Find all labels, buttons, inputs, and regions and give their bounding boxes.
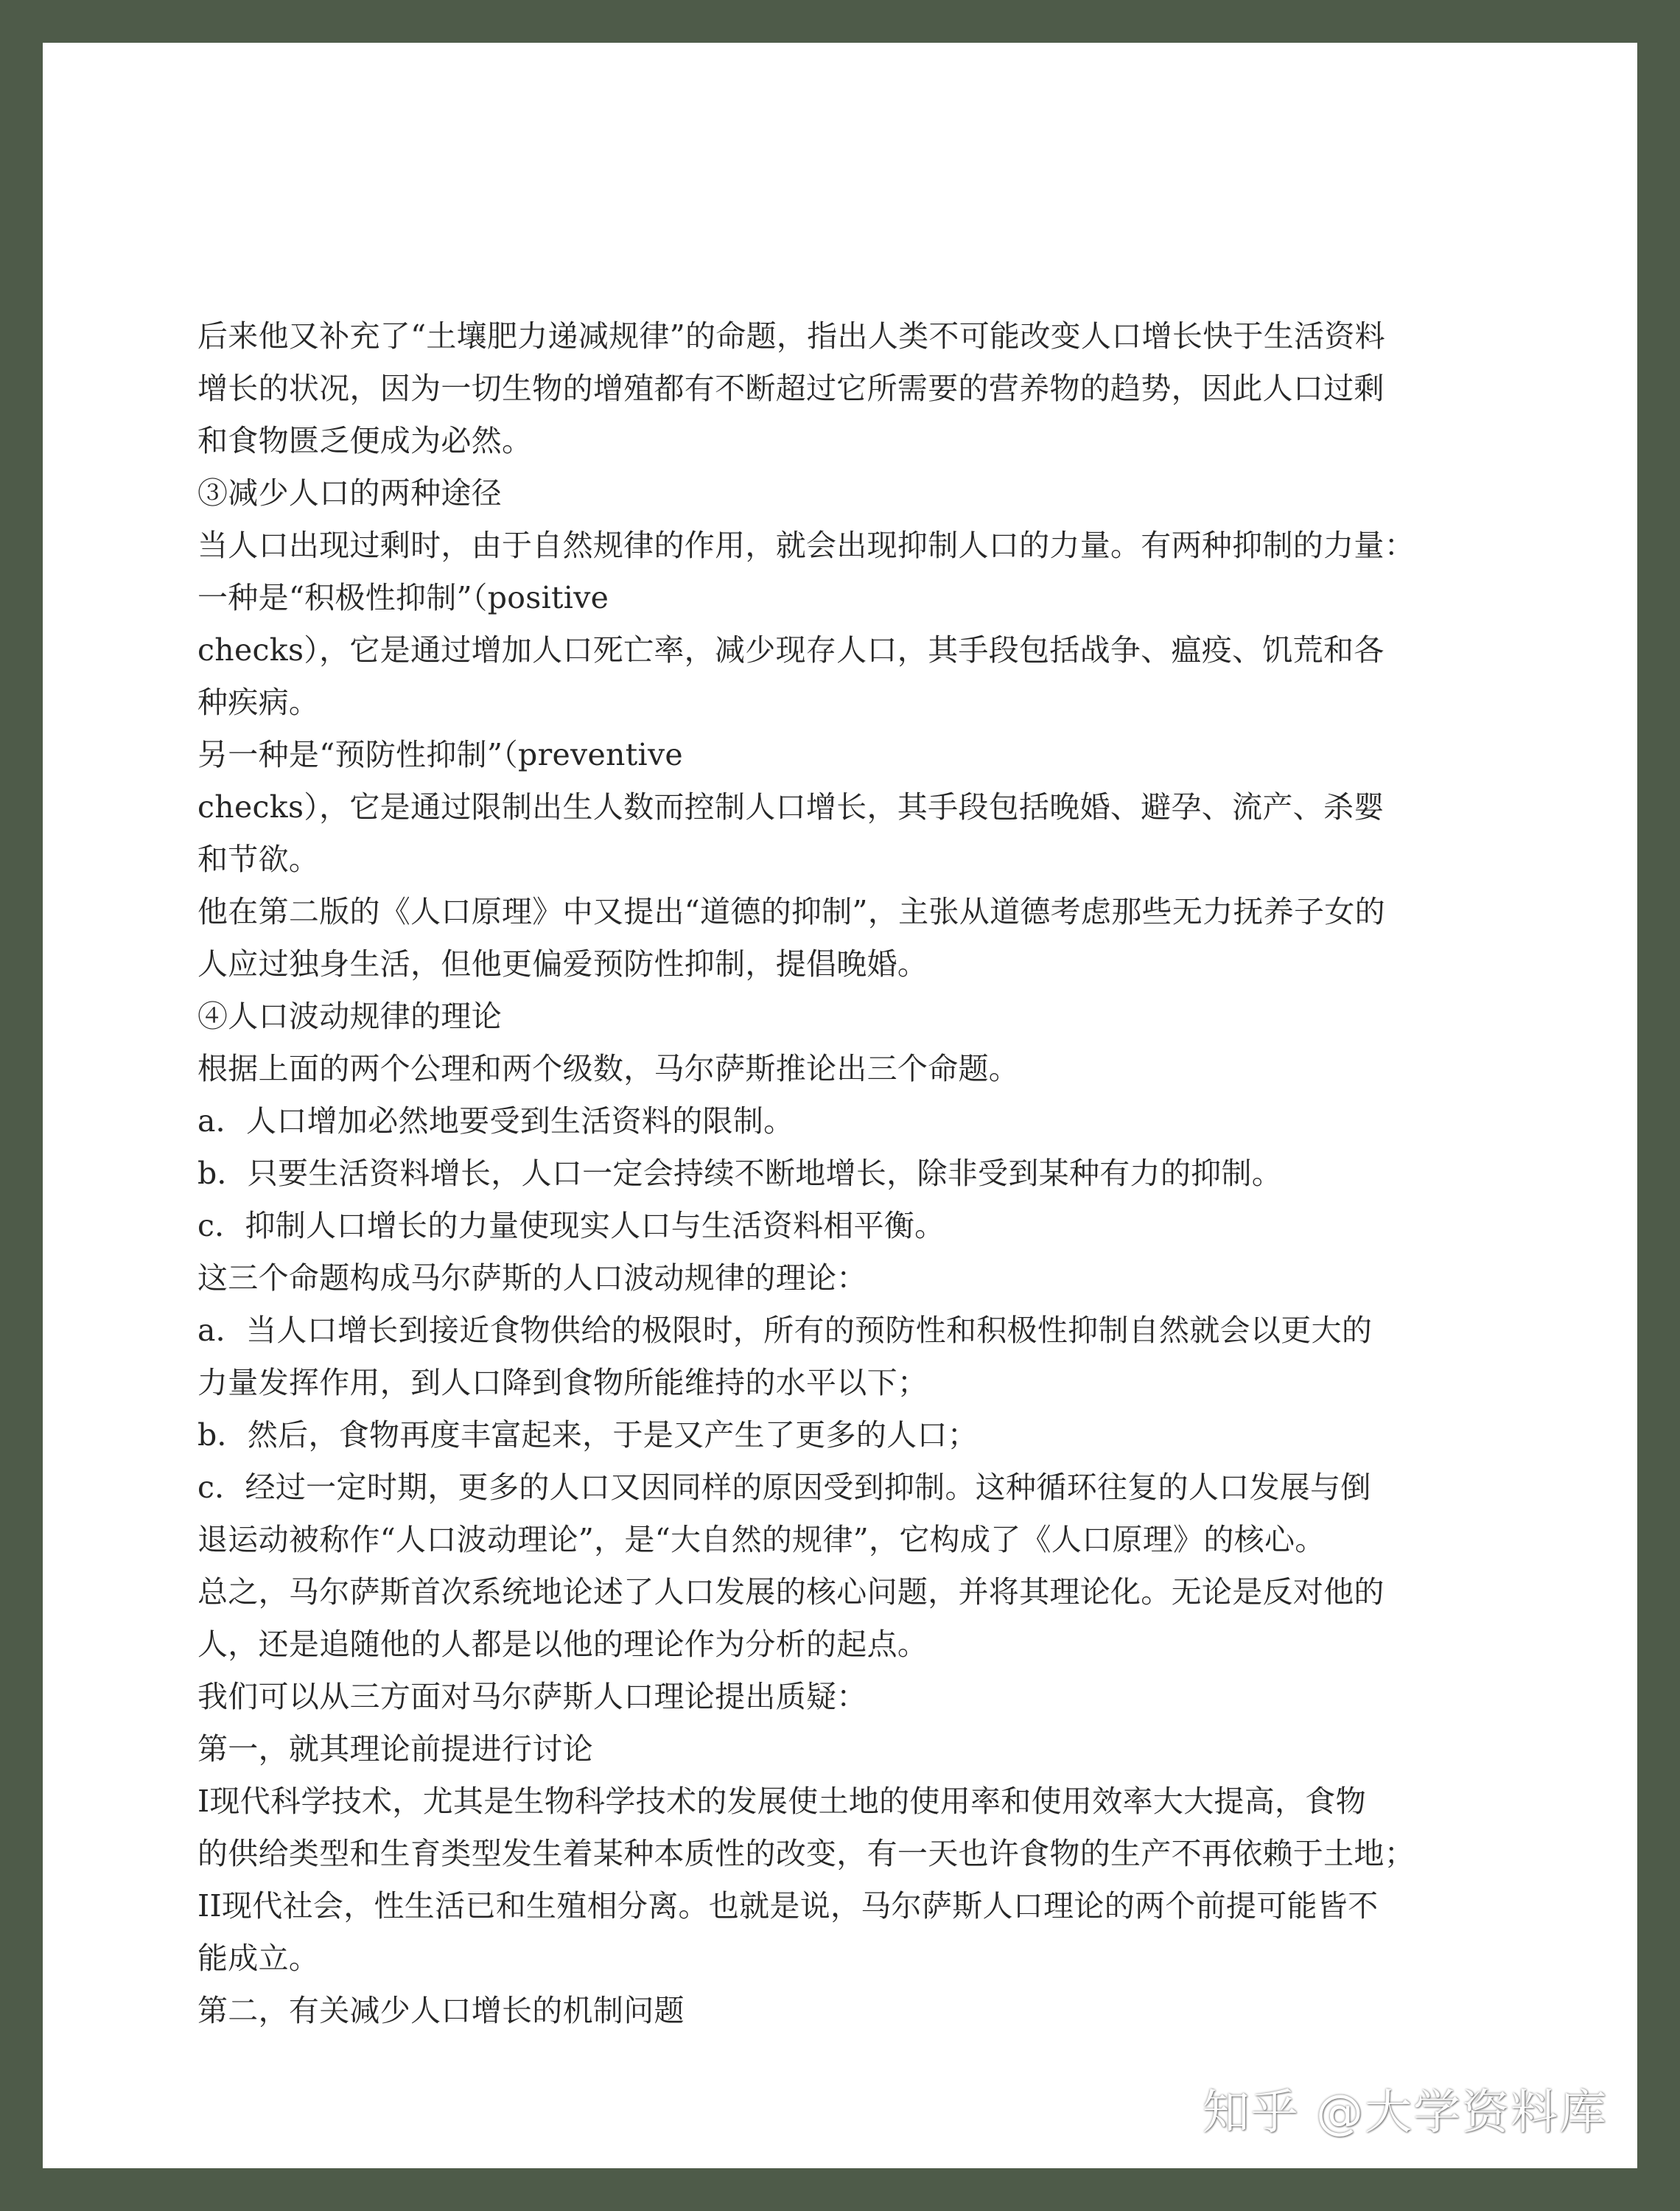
text-line: checks），它是通过限制出生人数而控制人口增长，其手段包括晚婚、避孕、流产、杀婴 <box>197 789 1385 825</box>
text-line: 力量发挥作用，到人口降到食物所能维持的水平以下； <box>197 1365 928 1400</box>
text-line: 他在第二版的《人口原理》中又提出“道德的抑制”，主张从道德考虑那些无力抚养子女的 <box>197 894 1385 929</box>
text-line: 的供给类型和生育类型发生着某种本质性的改变，有一天也许食物的生产不再依赖于土地； <box>197 1836 1415 1871</box>
text-line: 增长的状况，因为一切生物的增殖都有不断超过它所需要的营养物的趋势，因此人口过剩 <box>197 371 1385 406</box>
document-page <box>43 43 1637 2168</box>
text-line: b．然后，食物再度丰富起来，于是又产生了更多的人口； <box>197 1417 979 1453</box>
text-line: 人应过独身生活，但他更偏爱预防性抑制，提倡晚婚。 <box>197 946 928 982</box>
text-line: checks），它是通过增加人口死亡率，减少现存人口，其手段包括战争、瘟疫、饥荒和各 <box>197 632 1385 668</box>
text-line: 另一种是“预防性抑制”（preventive <box>197 737 683 772</box>
text-line: 退运动被称作“人口波动理论”，是“大自然的规律”，它构成了《人口原理》的核心。 <box>197 1522 1326 1557</box>
text-line: 这三个命题构成马尔萨斯的人口波动规律的理论： <box>197 1260 867 1296</box>
text-line: c．抑制人口增长的力量使现实人口与生活资料相平衡。 <box>197 1208 945 1243</box>
text-line: 根据上面的两个公理和两个级数，马尔萨斯推论出三个命题。 <box>197 1051 1020 1086</box>
text-line: a．人口增加必然地要受到生活资料的限制。 <box>197 1103 794 1139</box>
text-line: 第一，就其理论前提进行讨论 <box>197 1731 593 1767</box>
text-line: 种疾病。 <box>197 685 320 720</box>
text-line: I现代科学技术，尤其是生物科学技术的发展使土地的使用率和使用效率大大提高，食物 <box>197 1784 1366 1819</box>
text-line: ④人口波动规律的理论 <box>197 999 502 1034</box>
text-line: 我们可以从三方面对马尔萨斯人口理论提出质疑： <box>197 1679 867 1714</box>
text-line: 人，还是追随他的人都是以他的理论作为分析的起点。 <box>197 1627 928 1662</box>
text-line: a．当人口增长到接近食物供给的极限时，所有的预防性和积极性抑制自然就会以更大的 <box>197 1313 1373 1348</box>
watermark-text: 知乎 @大学资料库 <box>1202 2086 1608 2140</box>
document-body <box>197 310 1539 2037</box>
text-line: 后来他又补充了“土壤肥力递减规律”的命题，指出人类不可能改变人口增长快于生活资料 <box>197 318 1385 354</box>
text-line: b．只要生活资料增长，人口一定会持续不断地增长，除非受到某种有力的抑制。 <box>197 1156 1283 1191</box>
text-line: 一种是“积极性抑制”（positive <box>197 580 609 615</box>
text-line: 总之，马尔萨斯首次系统地论述了人口发展的核心问题，并将其理论化。无论是反对他的 <box>197 1574 1385 1610</box>
text-line: 第二，有关减少人口增长的机制问题 <box>197 1993 685 2028</box>
text-line: ③减少人口的两种途径 <box>197 475 502 511</box>
text-line: 和食物匮乏便成为必然。 <box>197 423 533 458</box>
text-line: c．经过一定时期，更多的人口又因同样的原因受到抑制。这种循环往复的人口发展与倒 <box>197 1470 1371 1505</box>
text-line: 和节欲。 <box>197 842 320 877</box>
text-line: 能成立。 <box>197 1941 320 1976</box>
text-line: 当人口出现过剩时，由于自然规律的作用，就会出现抑制人口的力量。有两种抑制的力量： <box>197 528 1415 563</box>
text-line: II现代社会，性生活已和生殖相分离。也就是说，马尔萨斯人口理论的两个前提可能皆不 <box>197 1888 1379 1924</box>
